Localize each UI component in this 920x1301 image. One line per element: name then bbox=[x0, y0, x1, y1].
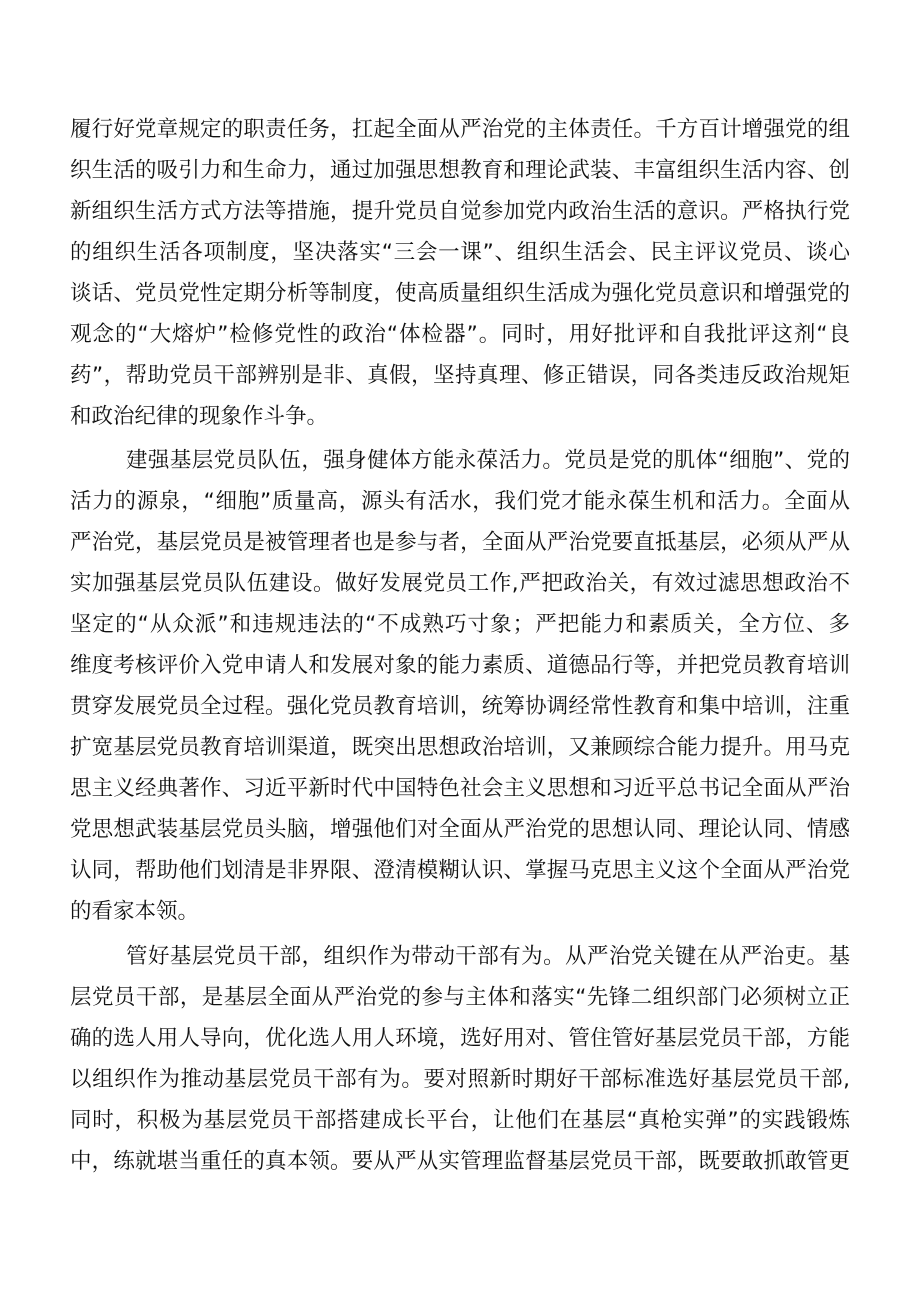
text-line: 织生活的吸引力和生命力，通过加强思想教育和理论武装、丰富组织生活内容、创 bbox=[70, 158, 850, 183]
text-line: 扩宽基层党员教育培训渠道，既突出思想政治培训，又兼顾综合能力提升。用马克 bbox=[70, 735, 850, 760]
text-line: 坚定的“从众派”和违规违法的“不成熟巧寸象；严把能力和素质关，全方位、多 bbox=[70, 612, 850, 637]
text-line: 的组织生活各项制度，坚决落实“三会一课”、组织生活会、民主评议党员、谈心 bbox=[70, 240, 850, 265]
paragraph-first-line: 管好基层党员干部，组织作为带动干部有为。从严治党关键在从严治吏。基 bbox=[126, 944, 850, 969]
text-line: 同时，积极为基层党员干部搭建成长平台，让他们在基层“真枪实弹”的实践锻炼 bbox=[70, 1108, 850, 1133]
text-line: 中，练就堪当重任的真本领。要从严从实管理监督基层党员干部，既要敢抓敢管更 bbox=[70, 1149, 850, 1174]
text-line: 的看家本领。 bbox=[70, 899, 200, 924]
text-line: 确的选人用人导向，优化选人用人环境，选好用对、管住管好基层党员干部，方能 bbox=[70, 1026, 850, 1051]
text-line: 观念的“大熔炉”检修党性的政治“体检器”。同时，用好批评和自我批评这剂“良 bbox=[70, 322, 850, 347]
text-line: 思主义经典著作、习近平新时代中国特色社会主义思想和习近平总书记全面从严治 bbox=[70, 776, 850, 801]
text-line: 和政治纪律的现象作斗争。 bbox=[70, 404, 329, 429]
text-line: 党思想武装基层党员头脑，增强他们对全面从严治党的思想认同、理论认同、情感 bbox=[70, 817, 850, 842]
text-line: 活力的源泉，“细胞”质量高，源头有活水，我们党才能永葆生机和活力。全面从 bbox=[70, 489, 850, 514]
text-line: 履行好党章规定的职责任务，扛起全面从严治党的主体责任。千方百计增强党的组 bbox=[70, 117, 850, 142]
text-line: 以组织作为推动基层党员干部有为。要对照新时期好干部标准选好基层党员干部, bbox=[70, 1067, 850, 1092]
text-line: 药”，帮助党员干部辨别是非、真假，坚持真理、修正错误，同各类违反政治规矩 bbox=[70, 363, 850, 388]
text-line: 贯穿发展党员全过程。强化党员教育培训，统筹协调经常性教育和集中培训，注重 bbox=[70, 694, 850, 719]
text-line: 层党员干部，是基层全面从严治党的参与主体和落实“先锋二组织部门必须树立正 bbox=[70, 985, 850, 1010]
text-line: 实加强基层党员队伍建设。做好发展党员工作,严把政治关，有效过滤思想政治不 bbox=[70, 571, 850, 596]
text-line: 认同，帮助他们划清是非界限、澄清模糊认识、掌握马克思主义这个全面从严治党 bbox=[70, 858, 850, 883]
paragraph-first-line: 建强基层党员队伍，强身健体方能永葆活力。党员是党的肌体“细胞”、党的 bbox=[126, 448, 850, 473]
text-line: 严治党，基层党员是被管理者也是参与者，全面从严治党要直抵基层，必须从严从 bbox=[70, 530, 850, 555]
text-line: 新组织生活方式方法等措施，提升党员自觉参加党内政治生活的意识。严格执行党 bbox=[70, 199, 850, 224]
text-line: 维度考核评价入党申请人和发展对象的能力素质、道德品行等，并把党员教育培训 bbox=[70, 653, 850, 678]
text-line: 谈话、党员党性定期分析等制度，使高质量组织生活成为强化党员意识和增强党的 bbox=[70, 281, 850, 306]
